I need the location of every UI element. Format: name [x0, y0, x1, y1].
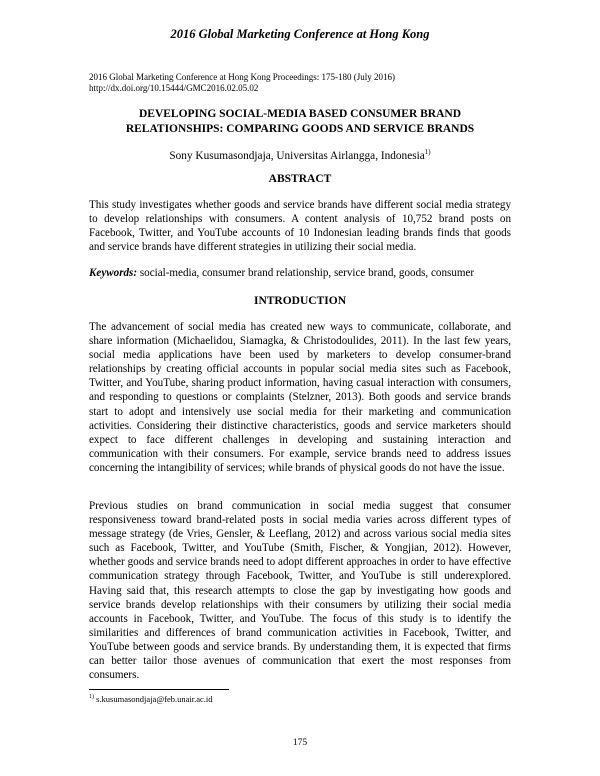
- footnote-mark: 1): [89, 694, 94, 701]
- author-line: [89, 148, 511, 162]
- footnote-email[interactable]: s.kusumasondjaja@feb.unair.ac.id: [96, 694, 213, 704]
- paper-title: [89, 107, 511, 136]
- title-line-1: DEVELOPING SOCIAL-MEDIA BASED CONSUMER BRAND: [138, 108, 462, 120]
- footnote-divider: [89, 689, 229, 690]
- introduction-paragraph-2: Previous studies on brand communication in social media suggest that consumer responsiveness toward brand-related posts in social media varies across different types of message strategy (de Vries, Gensler, & Leeflang, 2012) and across various social media sites such as Facebook, Twitter, and YouTube (Smith, Fischer, & Yongjian, 2012). However, whether goods and service brands need to adopt different approaches in order to have effective communication strategy through Facebook, Twitter, and YouTube is still underexplored. Having said that, this research attempts to close the gap by investigating how goods and service brands develop relationships with their consumers by utilizing their social media accounts in Facebook, Twitter, and YouTube. The focus of this study is to identify the similarities and differences of brand communication activities in Facebook, Twitter, and YouTube between goods and service brands. By understanding them, it is expected that firms can better tailor those avenues of communication that exert the most responses from consumers.: [89, 500, 511, 682]
- abstract-heading: ABSTRACT: [268, 173, 332, 185]
- running-head: 2016 Global Marketing Conference at Hong Kong: [170, 27, 430, 41]
- introduction-paragraph-1: The advancement of social media has created new ways to communicate, collaborate, and share information (Michaelidou, Siamagka, & Christodoulides, 2011). In the last few years, social media applications have been used by marketers to develop consumer-brand relationships by creating official accounts in popular social media sites such as Facebook, Twitter, and YouTube, sharing product information, having casual interaction with consumers, and responding to questions or complaints (Stelzner, 2013). Both goods and service brands start to adopt and intensively use social media for their marketing and communication activities. Considering their distinctive characteristics, goods and service marketers should expect to face different challenges in developing and sustaining interaction and communication with their consumers. For example, service brands need to address issues concerning the intangibility of services; while brands of physical goods do not have the issue.: [89, 321, 511, 474]
- author-name: Sony Kusumasondjaja, Universitas Airlangga, Indonesia: [169, 149, 425, 162]
- proceedings-citation: 2016 Global Marketing Conference at Hong Kong Proceedings: 175-180 (July 2016): [89, 72, 395, 82]
- footnote: [89, 694, 511, 704]
- introduction-heading: INTRODUCTION: [253, 295, 346, 307]
- author-footnote-mark: 1): [424, 148, 431, 156]
- keywords-text: social-media, consumer brand relationship, service brand, goods, consumer: [139, 267, 475, 279]
- keywords-line: [89, 266, 511, 280]
- citation-block: [89, 72, 529, 94]
- title-line-2: RELATIONSHIPS: COMPARING GOODS AND SERVICE BRANDS: [125, 122, 475, 135]
- doi-link[interactable]: http://dx.doi.org/10.15444/GMC2016.02.05.02: [89, 83, 259, 93]
- keywords-label: Keywords:: [89, 267, 138, 279]
- page-number: 175: [292, 738, 308, 748]
- abstract-text: This study investigates whether goods and service brands have different social media strategy to develop relationships with consumers. A content analysis of 10,752 brand posts on Facebook, Twitter, and YouTube accounts of 10 Indonesian leading brands finds that goods and service brands have different strategies in utilizing their social media.: [89, 199, 511, 254]
